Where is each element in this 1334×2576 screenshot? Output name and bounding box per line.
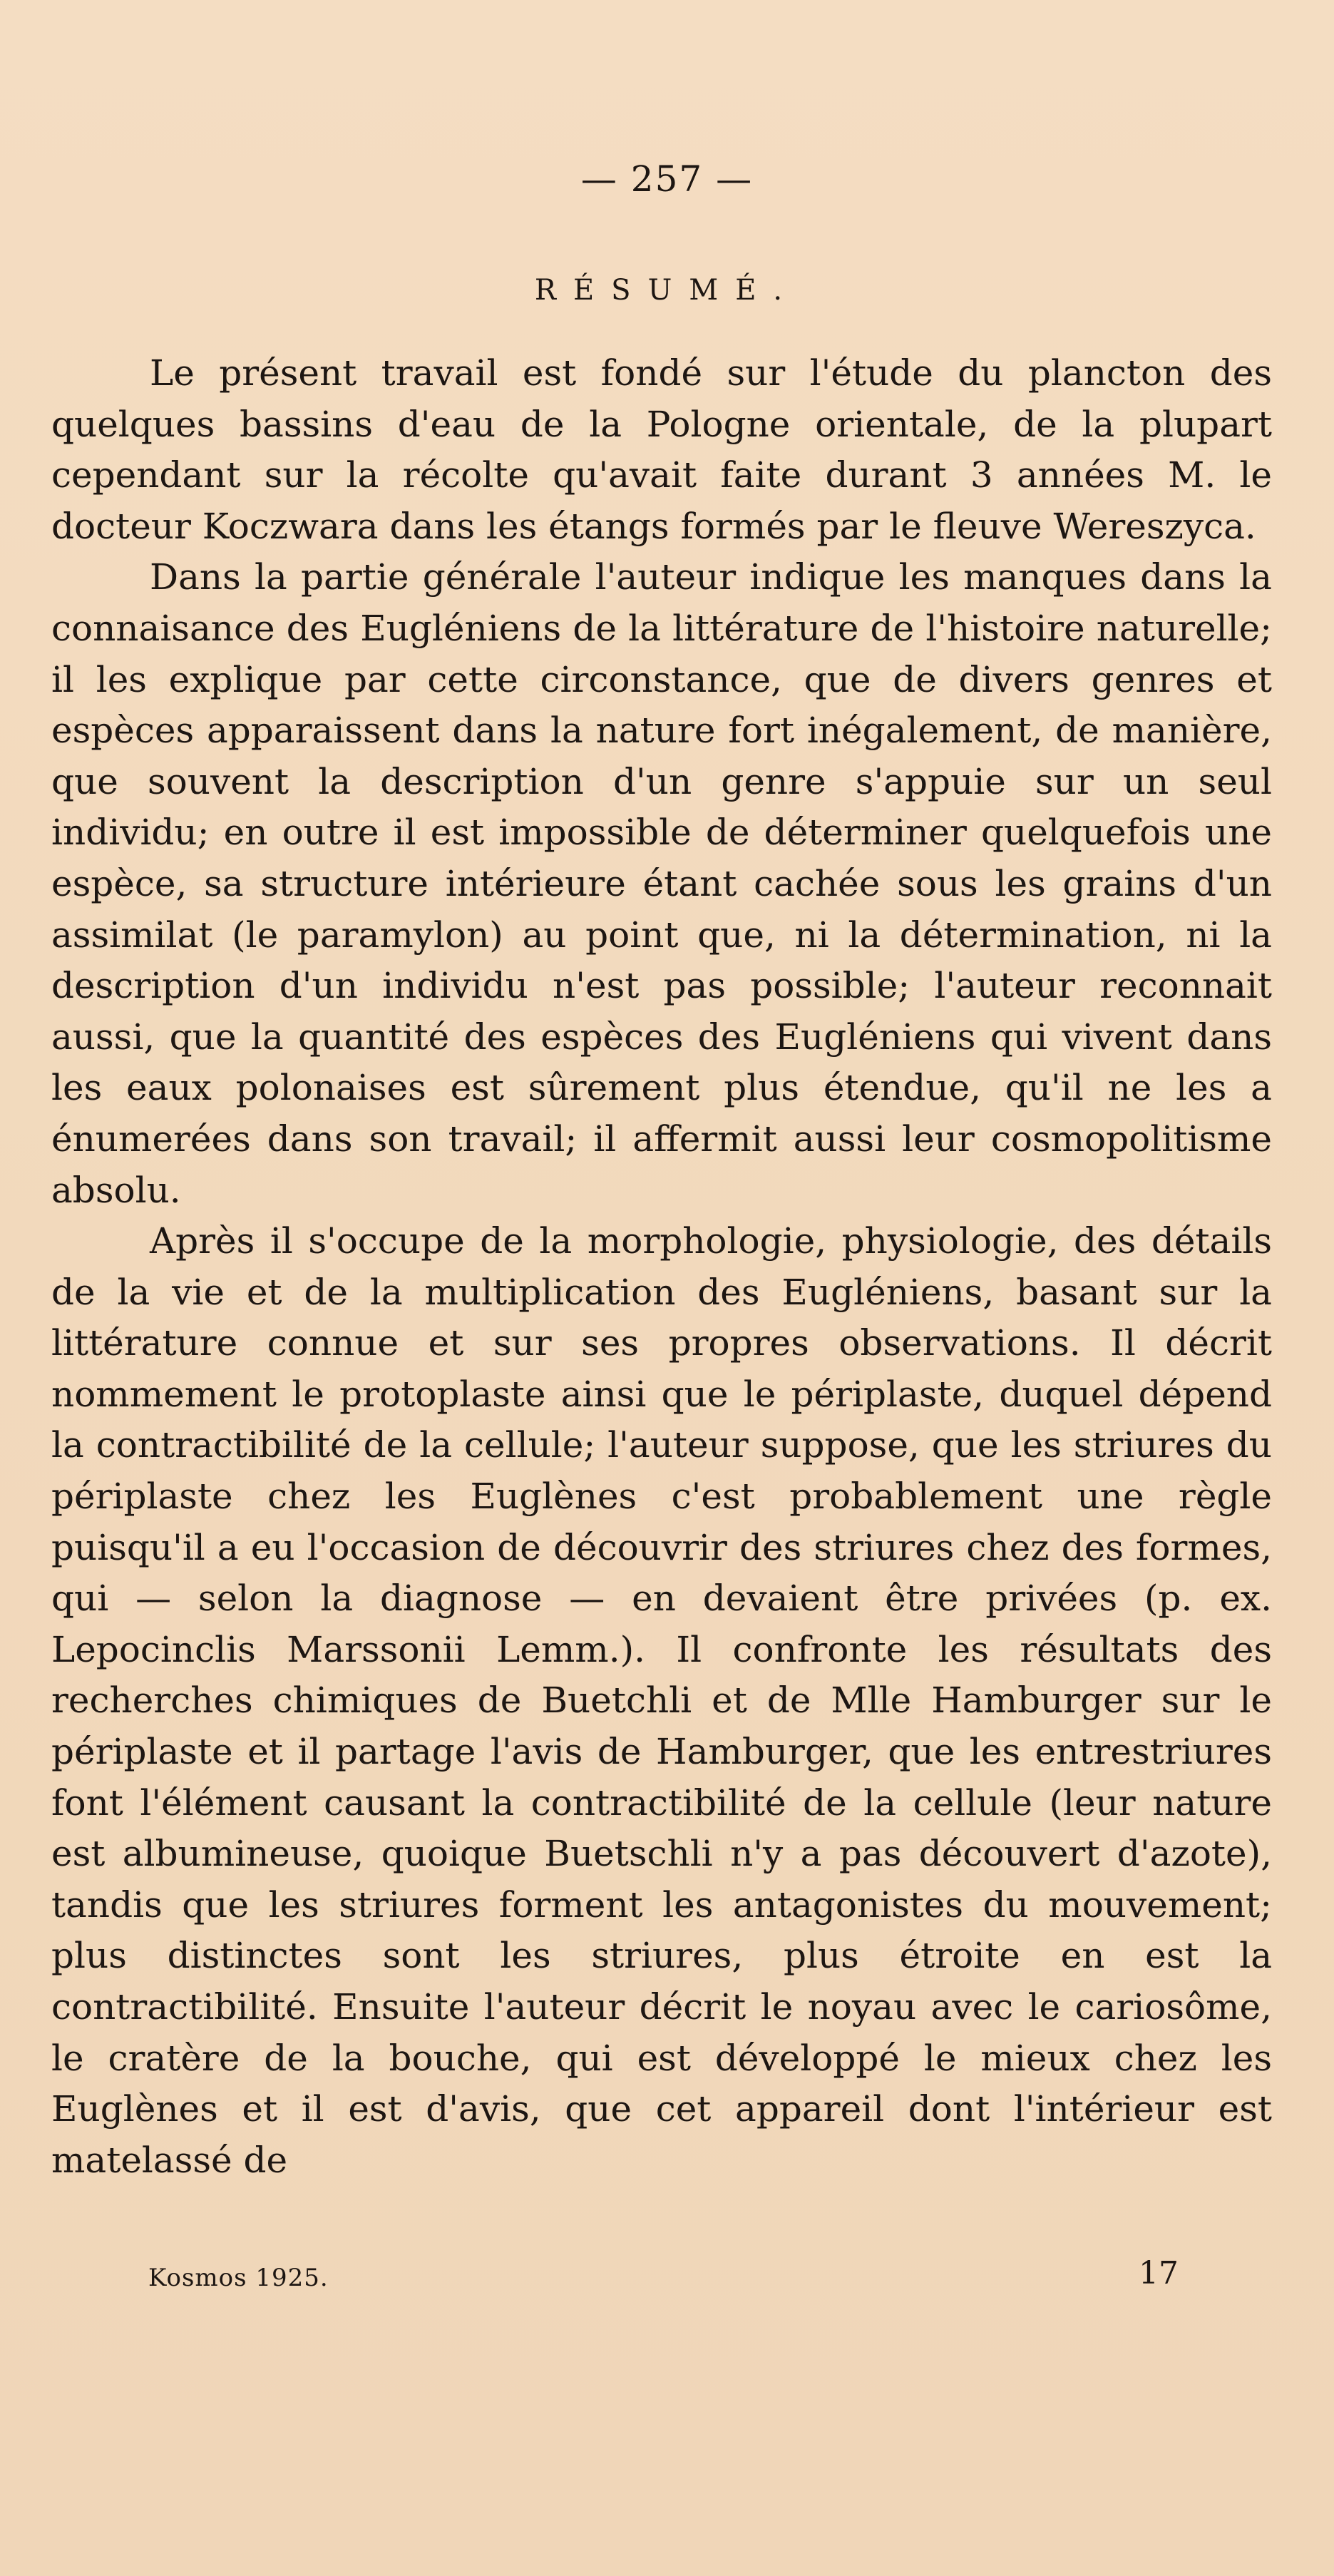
- page-footer: [148, 2255, 1179, 2298]
- page-number-header: — 257 —: [580, 158, 754, 200]
- body-text: [51, 348, 1272, 2186]
- paragraph-1: Le présent travail est fondé sur l'étude du plancton des quelques bassins d'eau de la Pologne orientale, de la plupart cependant sur la récolte qu'avait faite durant 3 années M. le docteur Koczwara dans les étangs formés par le fleuve Wereszyca.: [51, 352, 1272, 547]
- section-title: RÉSUMÉ.: [534, 274, 800, 307]
- paragraph-2: Dans la partie générale l'auteur indique les manques dans la connaisance des Eugléniens de la littérature de l'histoire naturelle; il les explique par cette circonstance, que de divers genres et espèces apparaissent dans la nature fort inégalement, de manière, que souvent la description d'un genre s'appuie sur un seul individu; en outre il est impossible de déterminer quelquefois une espèce, sa structure intérieure étant cachée sous les grains d'un assimilat (le paramylon) au point que, ni la détermination, ni la description d'un individu n'est pas possible; l'auteur reconnait aussi, que la quantité des espèces des Eugléniens qui vivent dans les eaux polonaises est sûrement plus étendue, qu'il ne les a énumerées dans son travail; il affermit aussi leur cosmopolitisme absolu.: [51, 556, 1272, 1211]
- paragraph-3: Après il s'occupe de la morphologie, physiologie, des détails de la vie et de la multiplication des Eugléniens, basant sur la littérature connue et sur ses propres observations. Il décrit nommement le protoplaste ainsi que le périplaste, duquel dépend la contractibilité de la cellule; l'auteur suppose, que les striures du périplaste chez les Euglènes c'est probablement une règle puisqu'il a eu l'occasion de découvrir des striures chez des formes, qui — selon la diagnose — en devaient être privées (p. ex. Lepocinclis Marssonii Lemm.). Il confronte les résultats des recherches chimiques de Buetchli et de Mlle Hamburger sur le périplaste et il partage l'avis de Hamburger, que les entrestriures font l'élément causant la contractibilité de la cellule (leur nature est albumineuse, quoique Buetschli n'y a pas découvert d'azote), tandis que les striures forment les antagonistes du mouvement; plus distinctes sont les striures, plus étroite en est la contractibilité. Ensuite l'auteur décrit le noyau avec le cariosôme, le cratère de la bouche, qui est développé le mieux chez les Euglènes et il est d'avis, que cet appareil dont l'intérieur est matelassé de: [51, 1220, 1272, 2181]
- signature-number: 17: [1139, 2255, 1179, 2291]
- journal-signature: Kosmos 1925.: [148, 2264, 329, 2292]
